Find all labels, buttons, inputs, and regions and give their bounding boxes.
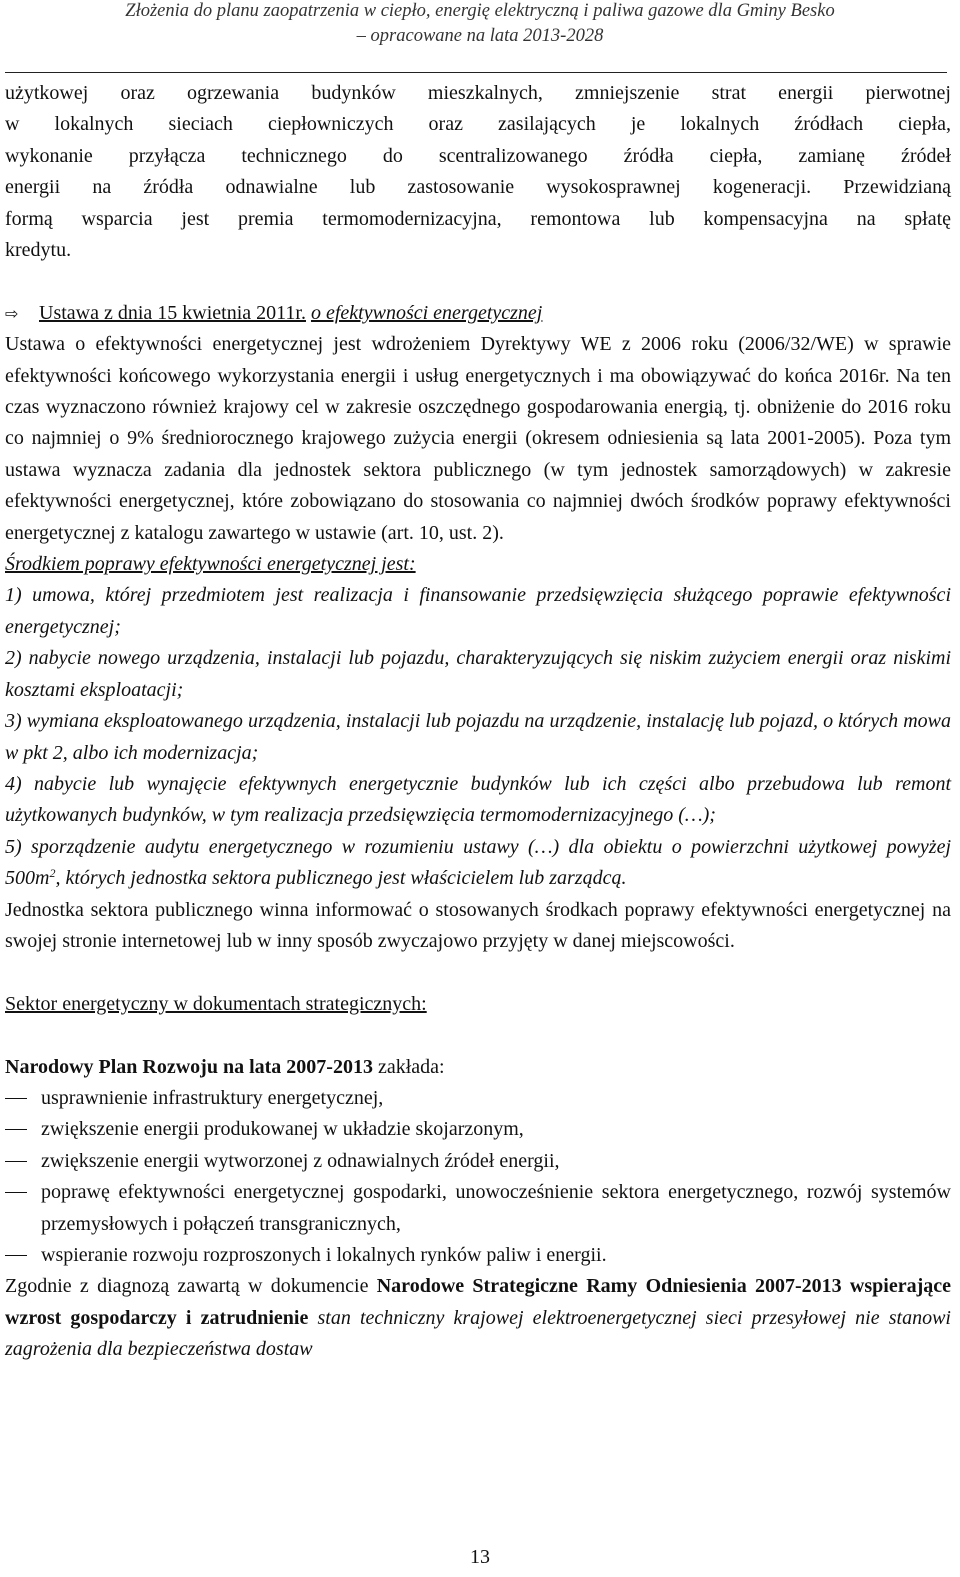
list-item-text: zwiększenie energii wytworzonej z odnawialnych źródeł energii, [41, 1149, 560, 1172]
npr-title: Narodowy Plan Rozwoju na lata 2007-2013 [5, 1055, 373, 1078]
act-title-plain: Ustawa z dnia 15 kwietnia 2011r. [39, 301, 306, 324]
list-item-text: poprawę efektywności energetycznej gospodarki, unowocześnienie sektora energetycznego, rozwój systemów przemysłowych i połączeń transgranicznych, [41, 1181, 951, 1235]
page-number: 13 [470, 1546, 490, 1568]
nsro-paragraph [5, 1271, 951, 1365]
intro-line-6: kredytu. [5, 239, 72, 262]
header-title: Złożenia do planu zaopatrzenia w ciepło, energię elektryczną i paliwa gazowe dla Gminy Besko [125, 1, 835, 21]
intro-line-2: w lokalnych sieciach ciepłowniczych oraz zasilających je lokalnych źródłach ciepła, [5, 113, 951, 136]
list-item [5, 1240, 951, 1271]
dash-bullet-icon [5, 1098, 27, 1099]
npr-list [5, 1083, 951, 1271]
spacer [5, 266, 951, 297]
intro-line-5: formą wsparcia jest premia termomodernizacyjna, remontowa lub kompensacyjna na spłatę [5, 207, 951, 230]
act-closing-paragraph: Jednostka sektora publicznego winna informować o stosowanych środkach poprawy efektywności energetycznej na swojej stronie internetowej lub w inny sposób zwyczajowo przyjęty w danej miejscowości. [5, 898, 951, 952]
page-body [5, 78, 951, 1366]
list-item [5, 1146, 951, 1177]
list-item-text: wspieranie rozwoju rozproszonych i lokalnych rynków paliw i energii. [41, 1243, 607, 1266]
measures-heading: Środkiem poprawy efektywności energetycznej jest: [5, 553, 416, 576]
spacer [5, 1020, 951, 1051]
measure-5-superscript: 2 [49, 866, 56, 881]
measure-1: 1) umowa, której przedmiotem jest realizacja i finansowanie przedsięwzięcia służącego poprawie efektywności energetycznej; [5, 584, 951, 638]
measure-2: 2) nabycie nowego urządzenia, instalacji lub pojazdu, charakteryzujących się niskim zużyciem energii oraz niskimi kosztami eksploatacji; [5, 647, 951, 701]
intro-line-3: wykonanie przyłącza technicznego do scentralizowanego źródła ciepła, zamianę źródeł [5, 144, 951, 167]
header-subtitle: – opracowane na lata 2013-2028 [356, 26, 604, 46]
sector-heading: Sektor energetyczny w dokumentach strategicznych: [5, 992, 427, 1015]
dash-bullet-icon [5, 1192, 27, 1193]
list-item-text: zwiększenie energii produkowanej w układzie skojarzonym, [41, 1118, 524, 1141]
header-divider [5, 72, 947, 73]
spacer [5, 957, 951, 988]
nsro-italic: stan techniczny krajowej elektroenergetycznej sieci przesyłowej nie stanowi zagrożenia dla bezpieczeństwa dostaw [5, 1306, 951, 1361]
nsro-title: Narodowe Strategiczne Ramy Odniesienia 2007-2013 wspierające wzrost gospodarczy i zatrudnienie [5, 1275, 951, 1329]
dash-bullet-icon [5, 1129, 27, 1130]
list-item [5, 1177, 951, 1240]
measure-5-text: 5) sporządzenie audytu energetycznego w rozumieniu ustawy (…) dla obiektu o powierzchni użytkowej powyżej 500m [5, 835, 951, 890]
act-paragraph: Ustawa o efektywności energetycznej jest wdrożeniem Dyrektywy WE z 2006 roku (2006/32/WE) w sprawie efektywności końcowego wykorzystania energii i usług energetycznych i ma obowiązywać do końca 2016r. Na ten czas wyznaczono również krajowy cel w zakresie oszczędnego gospodarowania energią, tj. obniżenie do 2016 roku co najmniej o 9% średniorocznego krajowego zużycia energii (okresem odniesienia są lata 2001-2005). Poza tym ustawa wyznacza zadania dla jednostek sektora publicznego (w tym jednostek samorządowych) w zakresie efektywności energetycznej, które zobowiązano do stosowania co najmniej dwóch środków poprawy efektywności energetycznej z katalogu zawartego w ustawie (art. 10, ust. 2). [5, 333, 951, 544]
list-item [5, 1114, 951, 1145]
npr-intro [5, 1052, 951, 1083]
dash-bullet-icon [5, 1255, 27, 1256]
intro-line-4: energii na źródła odnawialne lub zastosowanie wysokosprawnej kogeneracji. Przewidzianą [5, 176, 951, 199]
measure-5-text-end: , których jednostka sektora publicznego jest właścicielem lub zarządcą. [55, 867, 627, 890]
list-item [5, 1083, 951, 1114]
dash-bullet-icon [5, 1161, 27, 1162]
list-item-text: usprawnienie infrastruktury energetycznej, [41, 1086, 384, 1109]
measure-3: 3) wymiana eksploatowanego urządzenia, instalacji lub pojazdu na urządzenie, instalację lub pojazd, o których mowa w pkt 2, albo ich modernizacja; [5, 710, 951, 764]
measure-4: 4) nabycie lub wynajęcie efektywnych energetycznie budynków lub ich części albo przebudowa lub remont użytkowanych budynków, w tym realizacja przedsięwzięcia termomodernizacyjnego (…); [5, 772, 951, 827]
act-title [5, 298, 951, 329]
nsro-pre: Zgodnie z diagnozą zawartą w dokumencie [5, 1275, 377, 1298]
npr-rest: zakłada: [372, 1055, 445, 1078]
measure-5 [5, 832, 951, 895]
act-title-italic: o efektywności energetycznej [310, 301, 543, 324]
intro-line-1: użytkowej oraz ogrzewania budynków mieszkalnych, zmniejszenie strat energii pierwotnej [5, 82, 951, 104]
arrow-right-icon: ⇨ [5, 303, 19, 323]
